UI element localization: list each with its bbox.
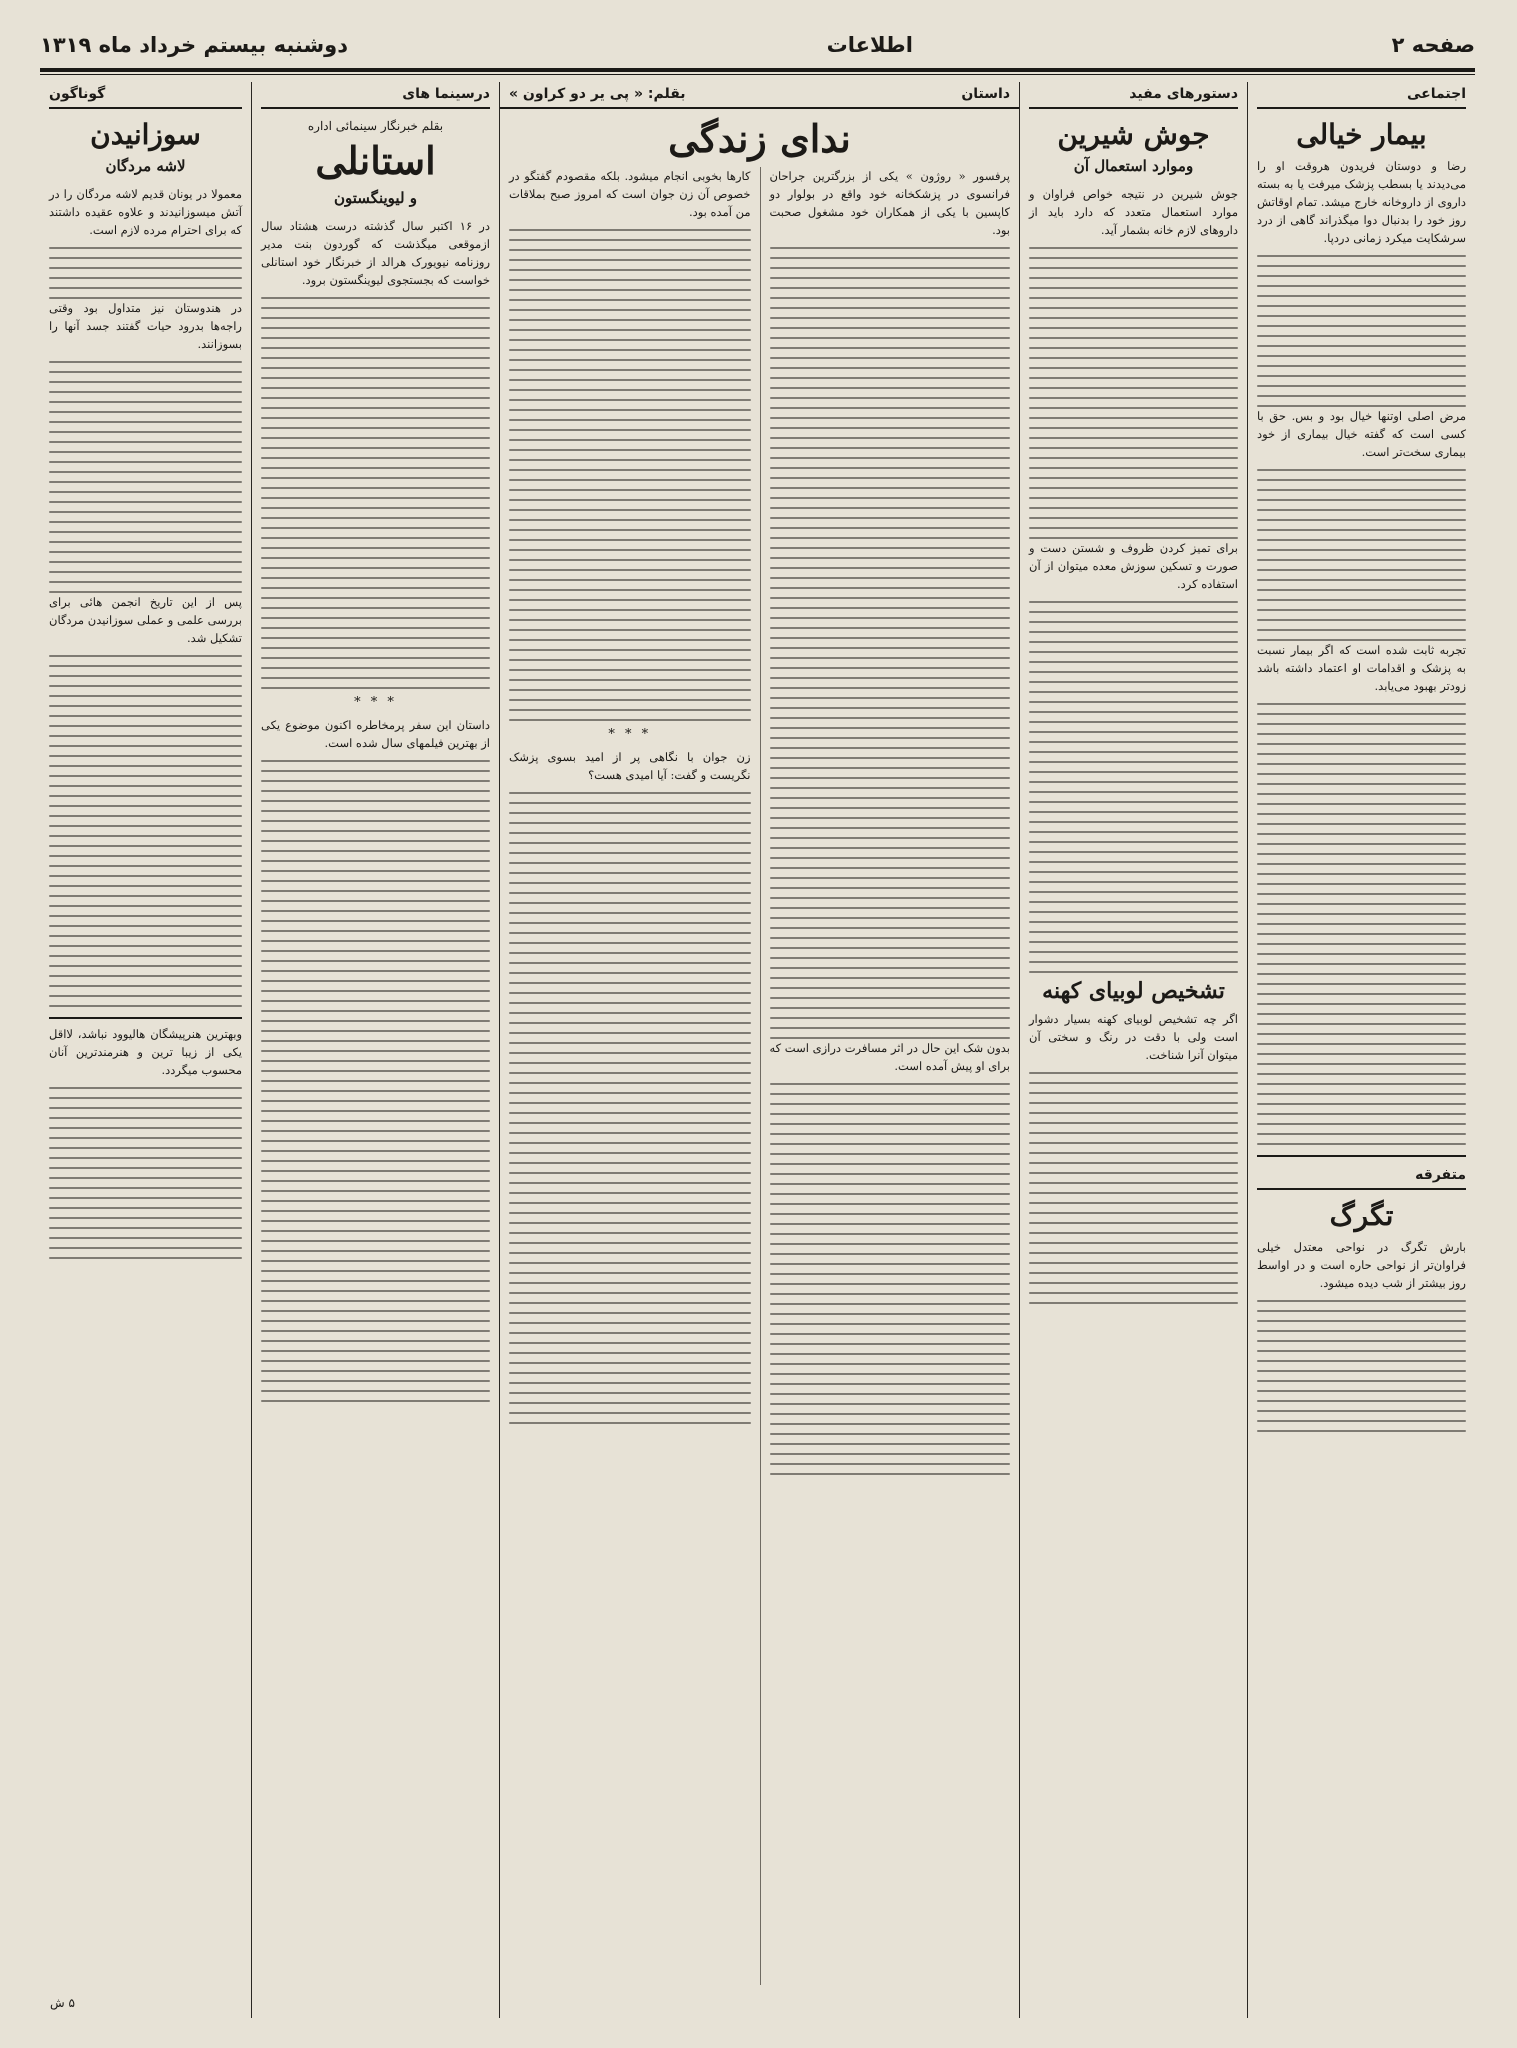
- article-body-filler: [509, 229, 751, 721]
- masthead-rule: [40, 68, 1475, 72]
- story-subcolumn: [760, 167, 1020, 1985]
- article-headline: تگرگ: [1329, 1199, 1394, 1233]
- article-body-filler: [1257, 1300, 1466, 1432]
- article-headline: بیمار خیالی: [1296, 118, 1427, 151]
- masthead-rule-thin: [40, 74, 1475, 75]
- article-paragraph: مرض اصلی اوتنها خیال بود و بس. حق با کسی است که گفته خیال بیماری از خود بیماری سخت‌تر است.: [1257, 409, 1466, 460]
- article-paragraph: برای تمیز کردن ظروف و شستن دست و صورت و تسکین سوزش معده میتوان از آن استفاده کرد.: [1029, 541, 1238, 592]
- article-body-filler: [49, 361, 242, 593]
- article-paragraph: پرفسور « روژون » یکی از بزرگترین جراحان فرانسوی در پزشکخانه خود واقع در بولوار دو کاپسین با یکی از همکاران خود مشغول صحبت بود.: [769, 168, 1010, 237]
- section-divider: * * *: [608, 726, 652, 742]
- section-label: اجتماعی: [1407, 86, 1466, 102]
- section-tag: [500, 82, 1019, 109]
- column-social: [1247, 82, 1475, 2018]
- article-paragraph: بدون شک این حال در اثر مسافرت درازی است که برای او پیش آمده است.: [769, 1040, 1010, 1073]
- misc-box: [1257, 1155, 1466, 1432]
- section-label: متفرقه: [1415, 1167, 1466, 1184]
- column-misc: [40, 82, 251, 2018]
- article-body-filler: [1257, 703, 1466, 1145]
- author-credit: بقلم: « پی یر دو کراون »: [509, 86, 686, 102]
- section-tag: [261, 82, 490, 109]
- article-paragraph: داستان این سفر پرمخاطره اکنون موضوع یکی از بهترین فیلمهای سال شده است.: [261, 717, 490, 750]
- article-paragraph: در هندوستان نیز متداول بود وقتی راجه‌ها بدرود حیات گفتند جسد آنها را بسوزانند.: [49, 301, 242, 352]
- article-paragraph: بارش تگرگ در نواحی معتدل خیلی فراوان‌تر از نواحی حاره است و در اواسط روز بیشتر از شب دیده میشود.: [1257, 1240, 1466, 1291]
- section-label: گوناگون: [49, 86, 106, 102]
- page-number: صفحه ۲: [1391, 33, 1475, 57]
- article-body-filler: [49, 247, 242, 299]
- column-cinema: [251, 82, 499, 2018]
- article-paragraph: اگر چه تشخیص لوبیای کهنه بسیار دشوار است ولی با دقت در رنگ و سختی آن میتوان آنرا شناخت.: [1029, 1012, 1238, 1063]
- article-paragraph: تجربه ثابت شده است که اگر بیمار نسبت به پزشک و اقدامات او اعتماد داشته باشد زودتر بهبود می‌یابد.: [1257, 643, 1466, 694]
- section-label: دستورهای مفید: [1129, 86, 1238, 102]
- article-body-filler: [1257, 469, 1466, 641]
- article-body-filler: [1029, 247, 1238, 539]
- article-body-filler: [509, 792, 751, 1424]
- section-label: داستان: [961, 86, 1010, 102]
- article-subhead: لاشه مردگان: [105, 157, 186, 176]
- page-mark: ۵ ش: [50, 1996, 75, 2010]
- article-headline: جوش شیرین: [1057, 118, 1210, 151]
- section-label: درسینما های: [402, 86, 490, 102]
- article-paragraph: جوش شیرین در نتیجه خواص فراوان و موارد استعمال متعدد که دارد باید از داروهای لازم خانه بشمار آید.: [1029, 187, 1238, 238]
- article-paragraph: پس از این تاریخ انجمن هائی برای بررسی علمی و عملی سوزانیدن مردگان تشکیل شد.: [49, 595, 242, 646]
- article-subhead: و لیوینگستون: [334, 188, 417, 207]
- article-headline: استانلی: [315, 138, 436, 183]
- article-body-filler: [261, 760, 490, 1402]
- article-body-filler: [49, 1087, 242, 1259]
- article-body-filler: [1257, 255, 1466, 407]
- article-subhead: وموارد استعمال آن: [1073, 157, 1194, 176]
- article-body-filler: [49, 655, 242, 1007]
- story-body: [500, 167, 1019, 1985]
- story-subcolumn: [500, 167, 760, 1985]
- issue-date: دوشنبه بیستم خرداد ماه ۱۳۱۹: [40, 33, 348, 57]
- article-headline: سوزانیدن: [90, 118, 201, 151]
- article-paragraph: وبهترین هنرپیشگان هالیوود نباشد، لااقل یکی از زیبا ترین و هنرمندترین آنان محسوب میگردد.: [49, 1027, 242, 1078]
- article-paragraph: کارها بخوبی انجام میشود. بلکه مقصودم گفتگو در خصوص آن زن جوان است که امروز صبح بملاقات من آمده بود.: [509, 168, 751, 219]
- section-tag: [1257, 82, 1466, 109]
- article-paragraph: زن جوان با نگاهی پر از امید بسوی پزشک نگریست و گفت: آیا امیدی هست؟: [509, 749, 751, 782]
- article-body-filler: [261, 297, 490, 689]
- paper-name: اطلاعات: [826, 33, 913, 57]
- story-headline: ندای زندگی: [668, 116, 851, 161]
- masthead: [40, 28, 1475, 62]
- section-tag: [1029, 82, 1238, 109]
- author-credit: بقلم خبرنگار سینمائی اداره: [307, 119, 444, 133]
- article-paragraph: معمولا در یونان قدیم لاشه مردگان را در آتش میسوزانیدند و علاوه عقیده داشتند که برای احترام مرده لازم است.: [49, 187, 242, 238]
- section-tag: [1257, 1163, 1466, 1190]
- article-body-filler: [1029, 601, 1238, 973]
- article-body-filler: [770, 1083, 1011, 1475]
- article-paragraph: در ۱۶ اکتبر سال گذشته درست هشتاد سال ازموقعی میگذشت که گوردون بنت مدیر روزنامه نیویورک هرالد از خبرنگار خود استانلی خواست که بجستجوی لیوینگستون برود.: [261, 218, 490, 287]
- column-tips: [1019, 82, 1247, 2018]
- section-tag: [49, 82, 242, 109]
- ad-box: [49, 1017, 242, 1259]
- column-story: [499, 82, 1019, 2018]
- section-divider: * * *: [354, 694, 397, 710]
- columns: [40, 82, 1475, 2018]
- article-lead: رضا و دوستان فریدون هروقت او را می‌دیدند یا بسطب پزشک میرفت یا به بسته داروی از داروخانه خارج میشد. تمام اوقاتش روز خود را بدنبال دوا میگذراند گاهی از درد سرشکایت میکرد زمانی دردپا.: [1257, 159, 1466, 246]
- article-body-filler: [770, 247, 1011, 1039]
- article-headline-secondary: تشخیص لوبیای کهنه: [1042, 978, 1225, 1005]
- article-body-filler: [1029, 1072, 1238, 1304]
